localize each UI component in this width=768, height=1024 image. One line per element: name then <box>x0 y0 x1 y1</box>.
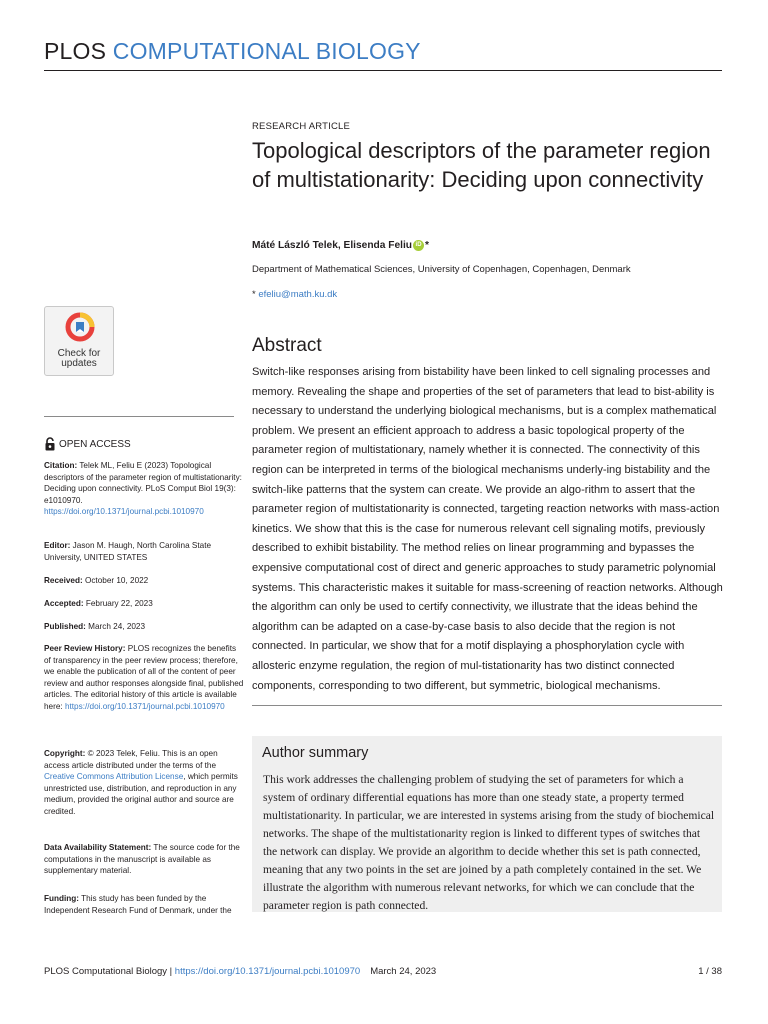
citation-text: Telek ML, Feliu E (2023) Topological descriptors of the parameter region of multistationarity: Deciding upon connectivity. PLoS Comput Biol 19(3): e1010970. <box>44 461 242 505</box>
badge-line-1: Check for <box>57 348 101 359</box>
journal-header <box>44 38 421 65</box>
journal-name: COMPUTATIONAL BIOLOGY <box>112 38 421 64</box>
page-number: 1 / 38 <box>698 966 722 977</box>
funding-label: Funding: <box>44 894 80 903</box>
received-block <box>44 575 244 587</box>
email-link[interactable]: efeliu@math.ku.dk <box>258 289 338 300</box>
open-access-text: OPEN ACCESS <box>59 438 131 450</box>
header-rule <box>44 70 722 71</box>
copyright-text: © 2023 Telek, Feliu. This is an open access article distributed under the terms of the <box>44 749 218 770</box>
affiliation: Department of Mathematical Sciences, University of Copenhagen, Copenhagen, Denmark <box>252 264 631 275</box>
citation-block <box>44 460 244 518</box>
accepted-label: Accepted: <box>44 599 84 608</box>
corresponding-email <box>252 289 337 300</box>
received-label: Received: <box>44 576 83 585</box>
copyright-text-end: , which permits unrestricted use, distribution, and reproduction in any medium, provided the original author and source are credited. <box>44 772 238 816</box>
author-summary-body: This work addresses the challenging problem of studying the set of parameters for which a system of ordinary differential equations has more than one steady state, a property termed multistationarity. In particular, we are interested in systems arising from the study of biochemical networks. The shape of the multistationarity region is linked to different types of switches that the network can display. We provide an algorithm to decide whether this set is path connected, meaning that any two points in the set are joined by a path completely contained in the set. We illustrate the algorithm with numerous relevant networks, for which we can conclude that the parameter region is path connected. <box>263 773 715 912</box>
published-label: Published: <box>44 622 86 631</box>
footer-date: March 24, 2023 <box>370 966 437 977</box>
data-availability-block <box>44 842 244 877</box>
check-for-updates-badge[interactable] <box>44 306 114 376</box>
author-summary-heading: Author summary <box>262 745 369 761</box>
data-availability-label: Data Availability Statement: <box>44 843 152 852</box>
editor-text: Jason M. Haugh, North Carolina State University, UNITED STATES <box>44 541 212 562</box>
open-lock-icon <box>44 437 56 451</box>
peer-review-block <box>44 643 244 713</box>
peer-review-label: Peer Review History: <box>44 644 126 653</box>
copyright-block <box>44 748 244 818</box>
accepted-text: February 22, 2023 <box>85 599 153 608</box>
abstract-heading: Abstract <box>252 335 322 356</box>
copyright-label: Copyright: <box>44 749 86 758</box>
funding-block <box>44 893 244 916</box>
corresponding-star: * <box>425 240 429 251</box>
received-text: October 10, 2022 <box>84 576 149 585</box>
citation-doi-link[interactable]: https://doi.org/10.1371/journal.pcbi.1010970 <box>44 507 204 517</box>
open-access-label <box>44 437 131 451</box>
author-names[interactable]: Máté László Telek, Elisenda Feliu <box>252 240 413 251</box>
editor-label: Editor: <box>44 541 71 550</box>
authors-line <box>252 240 429 251</box>
badge-text <box>45 349 113 369</box>
editor-block <box>44 540 244 563</box>
left-divider <box>44 416 234 417</box>
citation-label: Citation: <box>44 461 78 470</box>
peer-review-link[interactable]: https://doi.org/10.1371/journal.pcbi.1010970 <box>64 701 225 711</box>
badge-line-2: updates <box>61 358 97 369</box>
funding-text: This study has been funded by the Independent Research Fund of Denmark, under the <box>44 894 232 915</box>
data-availability-text: The source code for the computations in the manuscript is available as supplementary material. <box>44 843 240 876</box>
cc-license-link[interactable]: Creative Commons Attribution License <box>44 772 184 782</box>
published-text: March 24, 2023 <box>88 622 146 631</box>
accepted-block <box>44 598 244 610</box>
page-footer <box>44 966 722 977</box>
footer-journal: PLOS Computational Biology | <box>44 966 175 977</box>
crossmark-icon <box>65 312 95 342</box>
peer-review-text: PLOS recognizes the benefits of transparency in the peer review process; therefore, we enable the publication of all of the content of peer review and author responses alongside final, published articles. The editorial history of this article is available here: <box>44 644 244 711</box>
abstract-body: Switch-like responses arising from bistability have been linked to cell signaling processes and memory. Revealing the shape and properties of the set of parameters that lead to bist-ability is necessary to understand the underlying biological mechanisms, but is a complex mathematical problem. We present an efficient approach to address a basic topological property of the parameter region of multistationary, namely whether it is connected. The connectivity of this region can be interpreted in terms of the biological mechanisms underly-ing bistability and the switch-like patterns that the system can create. We provide an algo-rithm to assert that the parameter region of multistationarity is connected, targeting reaction networks with mass-action kinetics. We show that this is the case for numerous relevant cell signaling motifs, previously described to exhibit bistability. The method relies on linear programming and bypasses the expensive computational cost of direct and generic approaches to study parametric polynomial systems. This characteristic makes it suitable for mass-screening of reaction networks. Although the algorithm can only be used to certify connectivity, we illustrate that the ideas behind the algorithm can be adapted on a case-by-case basis to also decide that the region is not connected. In particular, we show that for a motif displaying a phosphorylation cycle with allosteric enzyme regulation, the region of mul-tistationarity has two distinct connected components, corresponding to two different, but symmetric, biological mechanisms. <box>252 366 723 692</box>
published-block <box>44 621 244 633</box>
journal-plos: PLOS <box>44 38 107 64</box>
author-summary-box <box>252 736 722 912</box>
abstract-divider <box>252 705 722 706</box>
article-type: RESEARCH ARTICLE <box>252 121 351 132</box>
email-star: * <box>252 289 256 300</box>
orcid-icon[interactable]: iD <box>413 240 424 251</box>
article-title: Topological descriptors of the parameter region of multistationarity: Deciding upon connectivity <box>252 138 711 192</box>
footer-doi-link[interactable]: https://doi.org/10.1371/journal.pcbi.1010970 <box>174 966 361 977</box>
